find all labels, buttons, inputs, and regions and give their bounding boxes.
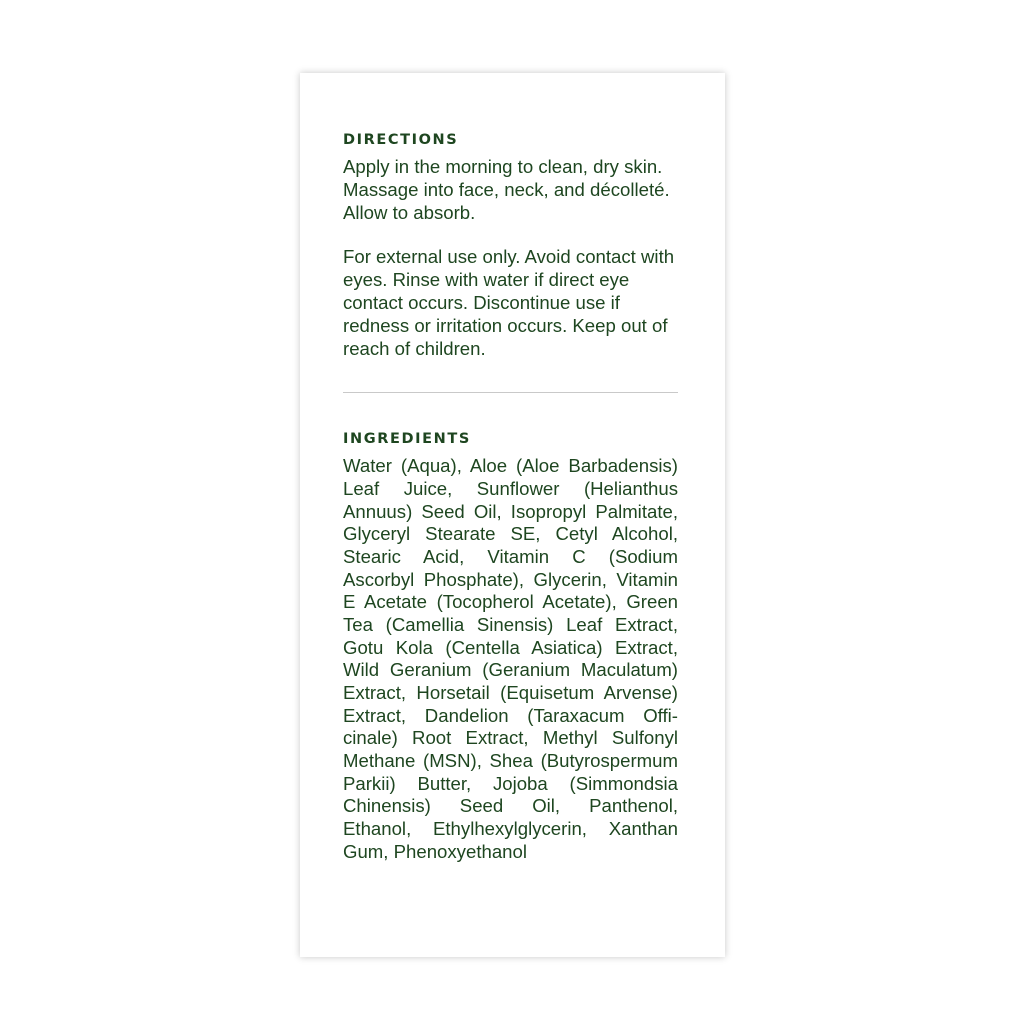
directions-heading: DIRECTIONS bbox=[343, 132, 459, 148]
ingredients-heading: INGREDIENTS bbox=[343, 431, 471, 448]
product-label-panel bbox=[300, 73, 725, 957]
directions-text: Apply in the morning to clean, dry skin. Massage into face, neck, and décolleté. Allow to absorb. bbox=[343, 156, 670, 223]
section-divider bbox=[343, 392, 678, 393]
ingredients-list: Water (Aqua), Aloe (Aloe Barbadensis) Leaf Juice, Sunflower (Helianthus Annuus) Seed Oil, Isopropyl Palmitate, Glyceryl Stearate SE, Cetyl Alcohol, Stearic Acid, Vitamin C (Sodium Ascorbyl Phosphate), Glycerin, Vitamin E Acetate (Tocopherol Acetate), Green Tea (Camellia Sinensis) Leaf Extract, Gotu Kola (Centella Asiatica) Extract, Wild Geranium (Geranium Maculatum) Extract, Horsetail (Equisetum Arvense) Extract, Dandelion (Taraxacum Officinale) Root Extract, Methyl Sulfonyl Methane (MSN), Shea (Butyrospermum Parkii) Butter, Jojoba (Simmondsia Chinensis) Seed Oil, Panthenol, Ethanol, Ethylhexylglycerin, Xanthan Gum, Phenoxyethanol bbox=[343, 455, 678, 862]
warning-text: For external use only. Avoid contact with eyes. Rinse with water if direct eye contact occurs. Discontinue use if redness or irritation occurs. Keep out of reach of children. bbox=[343, 246, 675, 359]
